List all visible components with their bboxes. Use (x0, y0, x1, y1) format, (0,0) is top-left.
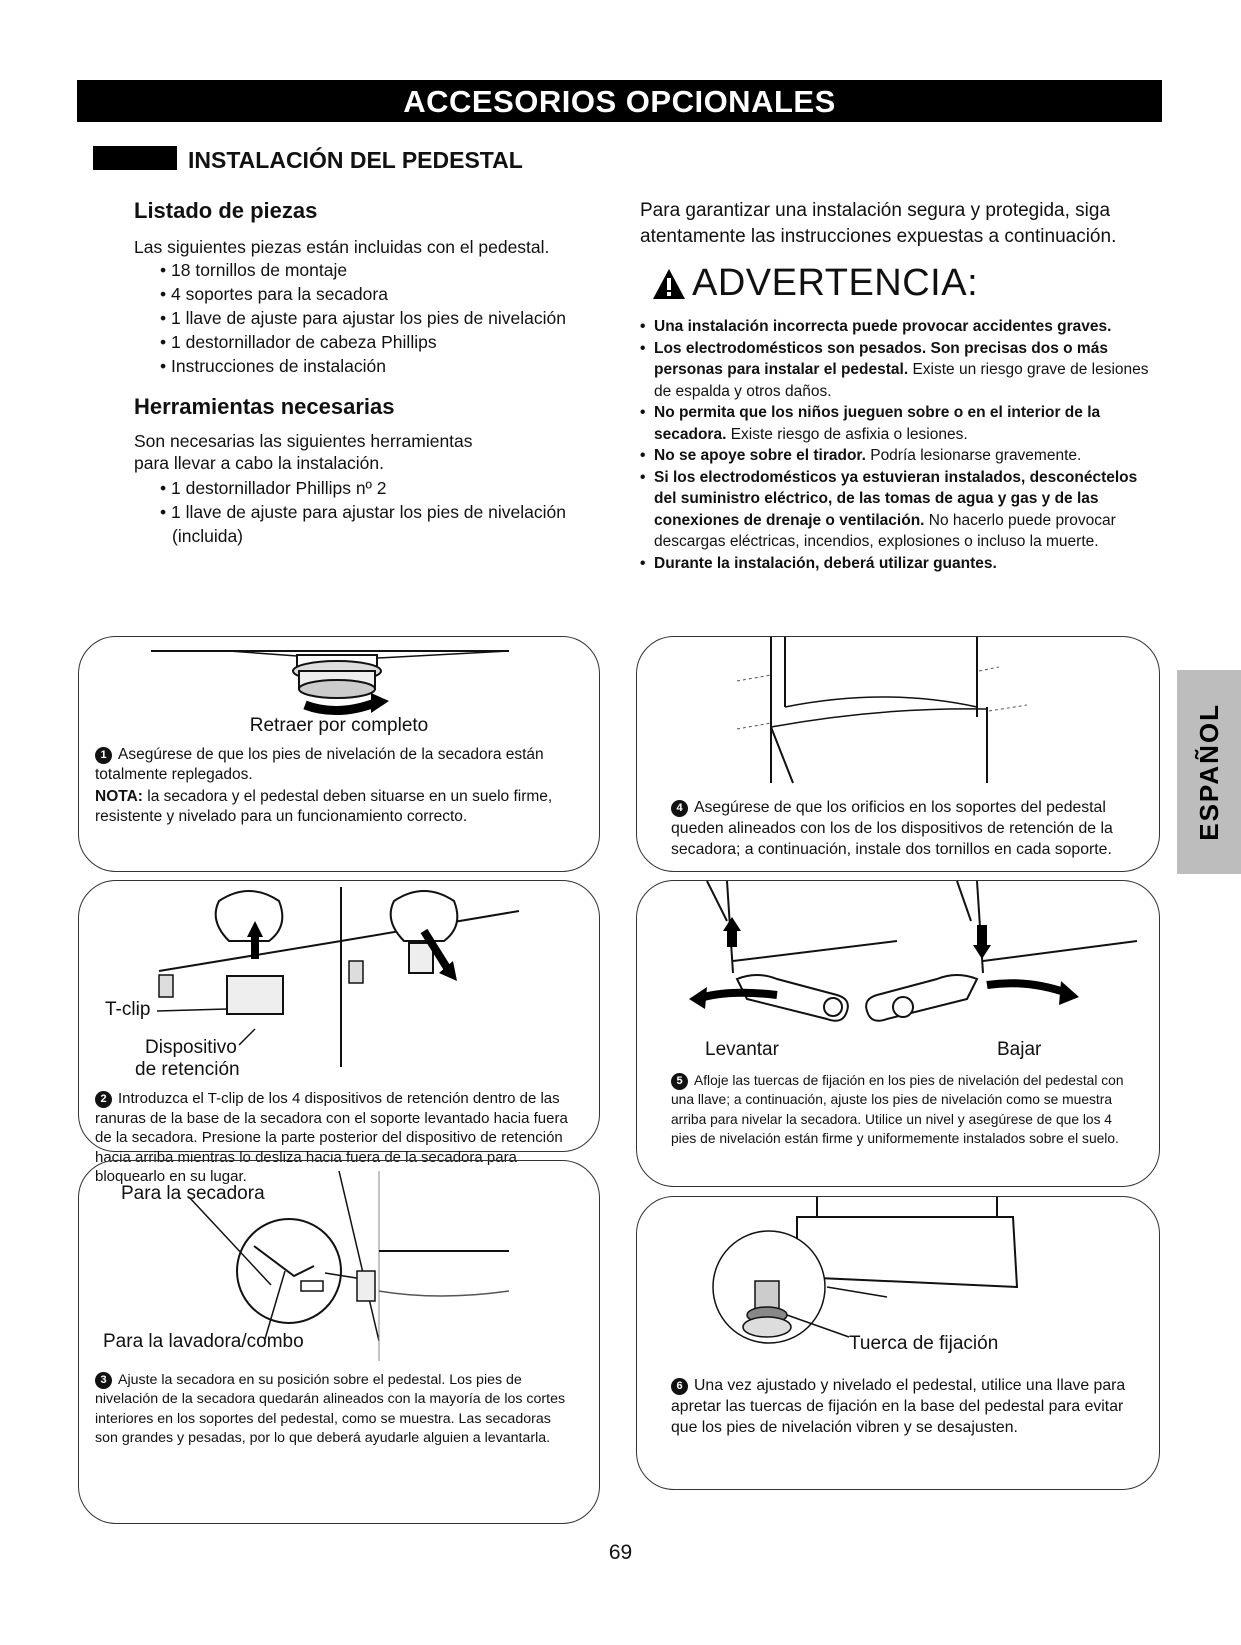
step-1-caption (95, 745, 575, 784)
page-number: 69 (608, 1541, 633, 1564)
device-label-1: Dispositivo (145, 1037, 237, 1058)
step-2-panel (78, 880, 600, 1185)
list-item: • 1 llave de ajuste para ajustar los pies de nivelación (160, 306, 614, 330)
note-text: la secadora y el pedestal deben situarse en un suelo firme, resistente y nivelado para un funcionamiento correcto. (95, 788, 553, 825)
parts-title: Listado de piezas (134, 198, 318, 223)
intro-text: Para garantizar una instalación segura y protegida, siga atentamente las instrucciones expuestas a continuación. (640, 200, 1117, 247)
warning-text: Podría lesionarse gravemente. (865, 447, 1082, 464)
step-number: 5 (671, 1073, 688, 1090)
warning-text: Existe riesgo de asfixia o lesiones. (726, 425, 968, 443)
step-2-text: Introduzca el T-clip de los 4 dispositivos de retención dentro de las ranuras de la base de la secadora con el soporte levantado hacia fuera de la secadora. Presione la parte posterior del dispositivo de retención hacia arriba mientras lo desliza hacia fuera de la secadora para bloquearlo en su lugar. (95, 1090, 568, 1185)
note-label: NOTA: (95, 788, 143, 805)
parts-section (134, 198, 614, 548)
leveling-foot-illustration (79, 637, 599, 757)
warning-text: No hacerlo puede provocar descargas eléctricas, incendios, explosiones o incluso la muerte. (654, 511, 1116, 550)
step-1-text: Asegúrese de que los pies de nivelación de la secadora están totalmente replegados. (95, 746, 544, 783)
warning-text: Existe un riesgo grave de lesiones de espalda y otros daños. (654, 361, 1149, 400)
step-6-caption (671, 1375, 1141, 1438)
list-item: • 1 destornillador Phillips nº 2 (160, 476, 614, 500)
step-number: 4 (671, 800, 688, 817)
tools-title: Herramientas necesarias (134, 394, 395, 419)
warning-bold: Si los electrodomésticos ya estuvieran instalados, desconéctelos del suministro eléctrico, de las tomas de agua y gas y de las conexiones de drenaje o ventilación. (654, 468, 1138, 529)
warning-title-text: ADVERTENCIA: (692, 262, 979, 304)
warning-title (652, 262, 978, 305)
warning-item (640, 467, 1160, 553)
list-item: • 1 llave de ajuste para ajustar los pies de nivelación (160, 500, 614, 524)
tools-intro-1: Son necesarias las siguientes herramientas (134, 431, 473, 451)
warning-bold: No se apoye sobre el tirador. (654, 447, 866, 464)
step-5-panel (636, 880, 1160, 1187)
page-title: INSTALACIÓN DEL PEDESTAL (188, 147, 523, 173)
warning-bold: Durante la instalación, deberá utilizar guantes. (654, 554, 997, 572)
section-marker (93, 146, 177, 170)
section-banner: ACCESORIOS OPCIONALES (77, 80, 1162, 122)
step-1-label: Retraer por completo (249, 715, 429, 736)
lower-label: Bajar (997, 1039, 1042, 1060)
list-item: • Instrucciones de instalación (160, 354, 614, 378)
step-number: 2 (95, 1091, 112, 1108)
list-item: • 4 soportes para la secadora (160, 282, 614, 306)
nut-label: Tuerca de fijación (849, 1333, 999, 1354)
step-3-text: Ajuste la secadora en su posición sobre el pedestal. Los pies de nivelación de la secadora quedarán alineados con la mayoría de los cortes interiores en los soportes del pedestal, como se muestra. Las secadoras son grandes y pesadas, por lo que deberá ayudarle alguien a levantarla. (95, 1372, 566, 1446)
step-number: 1 (95, 747, 112, 764)
warning-bold: Los electrodomésticos son pesados. Son precisas dos o más personas para instalar el pedestal. (654, 339, 1108, 378)
warning-bold: Una instalación incorrecta puede provocar accidentes graves. (654, 318, 1112, 335)
step-3-caption (95, 1371, 575, 1448)
parts-list (160, 258, 614, 378)
t-clip-label: T-clip (105, 999, 151, 1020)
warning-item (640, 316, 1160, 338)
step-5-text: Afloje las tuercas de fijación en los pies de nivelación del pedestal con una llave; a continuación, ajuste los pies de nivelación como se muestra arriba para nivelar la secadora. Utilice un nivel y asegúrese de que los 4 pies de nivelación están firme y uniformemente instalados sobre el suelo. (671, 1073, 1124, 1146)
step-1-panel (78, 636, 600, 872)
warning-item (640, 445, 1160, 467)
step-3-panel (78, 1160, 600, 1524)
washer-label: Para la lavadora/combo (103, 1331, 304, 1352)
language-tab (1177, 670, 1241, 874)
list-item: • 18 tornillos de montaje (160, 258, 614, 282)
parts-intro: Las siguientes piezas están incluidas con el pedestal. (134, 237, 550, 257)
warning-item (640, 338, 1160, 403)
step-number: 3 (95, 1372, 112, 1389)
warning-item (640, 402, 1160, 445)
step-4-caption (671, 797, 1141, 860)
step-6-text: Una vez ajustado y nivelado el pedestal, utilice una llave para apretar las tuercas de fijación en la base del pedestal para evitar que los pies de nivelación vibren y se desajusten. (671, 1377, 1126, 1436)
device-label-2: de retención (135, 1059, 240, 1080)
tools-intro-2: para llevar a cabo la instalación. (134, 453, 385, 473)
warning-icon (652, 268, 686, 300)
list-item: • 1 destornillador de cabeza Phillips (160, 330, 614, 354)
step-4-text: Asegúrese de que los orificios en los soportes del pedestal queden alineados con los de los dispositivos de retención de la secadora; a continuación, instale dos tornillos en cada soporte. (671, 799, 1113, 858)
leveling-adjust-illustration (637, 881, 1159, 1041)
step-6-panel (636, 1196, 1160, 1490)
step-4-panel (636, 636, 1160, 872)
warning-bold: No permita que los niños jueguen sobre o en el interior de la secadora. (654, 404, 1101, 443)
step-5-caption (671, 1071, 1141, 1148)
dryer-label: Para la secadora (121, 1183, 265, 1204)
step-number: 6 (671, 1378, 688, 1395)
tools-included: (incluida) (172, 526, 243, 546)
warning-item (640, 553, 1160, 575)
tools-list (160, 476, 614, 524)
t-clip-illustration (79, 881, 599, 1051)
bracket-screws-illustration (637, 637, 1159, 777)
raise-label: Levantar (705, 1039, 779, 1060)
warning-list (640, 316, 1160, 574)
language-tab-label: ESPAÑOL (1193, 703, 1224, 841)
step-1-note (95, 787, 575, 826)
